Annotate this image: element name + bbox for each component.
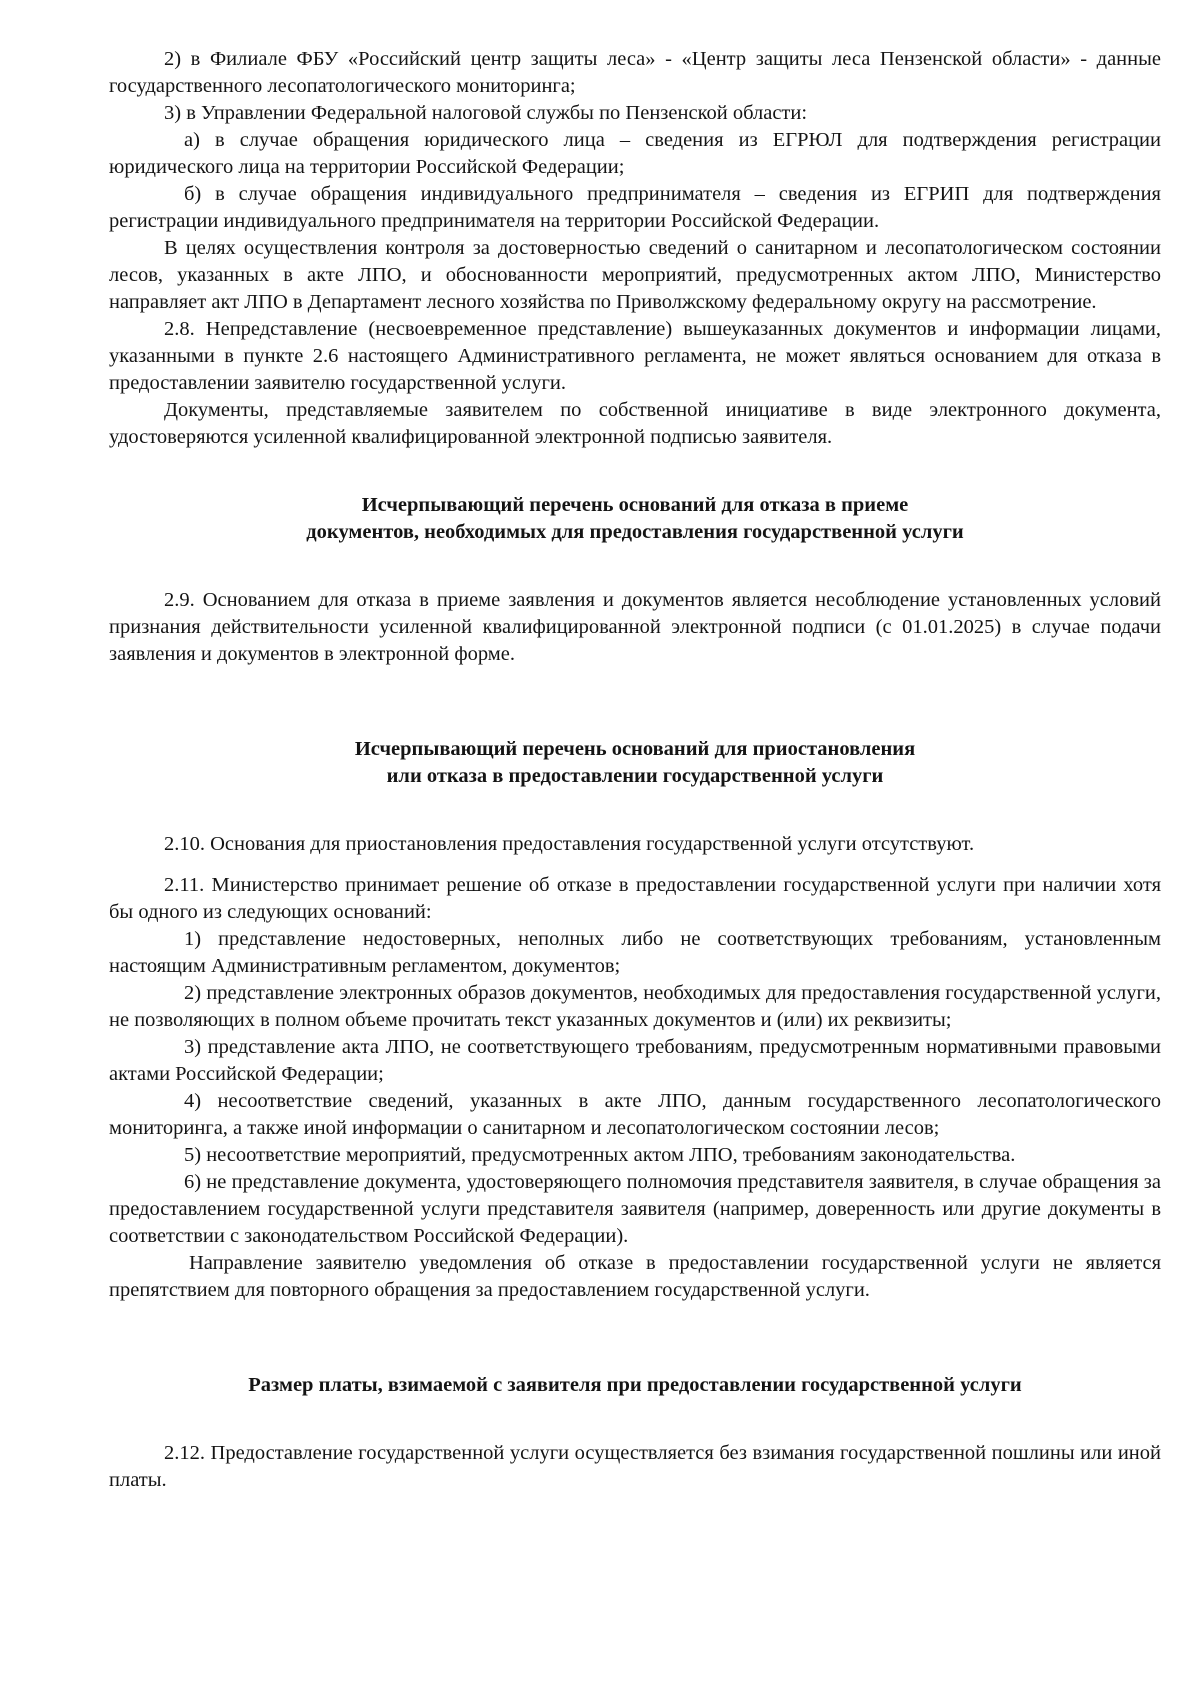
paragraph: 6) не представление документа, удостоверяющего полномочия представителя заявителя, в случае обращения за предоставлением государственной услуги представителя заявителя (например, доверенность или другие документы в соответствии с законодательством Российской Федерации). (109, 1171, 1161, 1247)
section-heading (109, 492, 1161, 546)
document-body (109, 46, 1161, 1494)
section-heading-line: Размер платы, взимаемой с заявителя при предоставлении государственной услуги (248, 1374, 1022, 1396)
section-heading-line: документов, необходимых для предоставления государственной услуги (306, 521, 964, 543)
paragraph: 3) в Управлении Федеральной налоговой службы по Пензенской области: (164, 102, 808, 124)
section-heading (109, 1372, 1161, 1399)
paragraph: 2) представление электронных образов документов, необходимых для предоставления государственной услуги, не позволяющих в полном объеме прочитать текст указанных документов и (или) их реквизиты; (109, 982, 1161, 1031)
paragraph: Документы, представляемые заявителем по собственной инициативе в виде электронного документа, удостоверяются усиленной квалифицированной электронной подписью заявителя. (109, 399, 1161, 448)
paragraph: 2.9. Основанием для отказа в приеме заявления и документов является несоблюдение установленных условий признания действительности усиленной квалифицированной электронной подписи (с 01.01.2025) в случае подачи заявления и документов в электронной форме. (109, 589, 1161, 665)
paragraph: В целях осуществления контроля за достоверностью сведений о санитарном и лесопатологическом состоянии лесов, указанных в акте ЛПО, и обоснованности мероприятий, предусмотренных актом ЛПО, Министерство направляет акт ЛПО в Департамент лесного хозяйства по Приволжскому федеральному округу на рассмотрение. (109, 237, 1161, 313)
paragraph: 4) несоответствие сведений, указанных в акте ЛПО, данным государственного лесопатологического мониторинга, а также иной информации о санитарном и лесопатологическом состоянии лесов; (109, 1090, 1161, 1139)
paragraph: 2.11. Министерство принимает решение об отказе в предоставлении государственной услуги при наличии хотя бы одного из следующих оснований: (109, 874, 1161, 923)
paragraph: 2) в Филиале ФБУ «Российский центр защиты леса» - «Центр защиты леса Пензенской области» - данные государственного лесопатологического мониторинга; (109, 48, 1161, 97)
paragraph: 2.12. Предоставление государственной услуги осуществляется без взимания государственной пошлины или иной платы. (109, 1442, 1161, 1491)
paragraph: 2.10. Основания для приостановления предоставления государственной услуги отсутствуют. (164, 833, 975, 855)
paragraph: Направление заявителю уведомления об отказе в предоставлении государственной услуги не является препятствием для повторного обращения за предоставлением государственной услуги. (109, 1252, 1161, 1301)
section-heading (109, 736, 1161, 790)
paragraph: 3) представление акта ЛПО, не соответствующего требованиям, предусмотренным нормативными правовыми актами Российской Федерации; (109, 1036, 1161, 1085)
paragraph: 1) представление недостоверных, неполных либо не соответствующих требованиям, установленным настоящим Административным регламентом, документов; (109, 928, 1161, 977)
paragraph: 5) несоответствие мероприятий, предусмотренных актом ЛПО, требованиям законодательства. (184, 1144, 1016, 1166)
paragraph: б) в случае обращения индивидуального предпринимателя – сведения из ЕГРИП для подтверждения регистрации индивидуального предпринимателя на территории Российской Федерации. (109, 183, 1161, 232)
paragraph: 2.8. Непредставление (несвоевременное представление) вышеуказанных документов и информации лицами, указанными в пункте 2.6 настоящего Административного регламента, не может являться основанием для отказа в предоставлении заявителю государственной услуги. (109, 318, 1161, 394)
section-heading-line: или отказа в предоставлении государственной услуги (386, 765, 884, 787)
paragraph: а) в случае обращения юридического лица – сведения из ЕГРЮЛ для подтверждения регистрации юридического лица на территории Российской Федерации; (109, 129, 1161, 178)
section-heading-line: Исчерпывающий перечень оснований для приостановления (354, 738, 916, 760)
section-heading-line: Исчерпывающий перечень оснований для отказа в приеме (361, 494, 909, 516)
